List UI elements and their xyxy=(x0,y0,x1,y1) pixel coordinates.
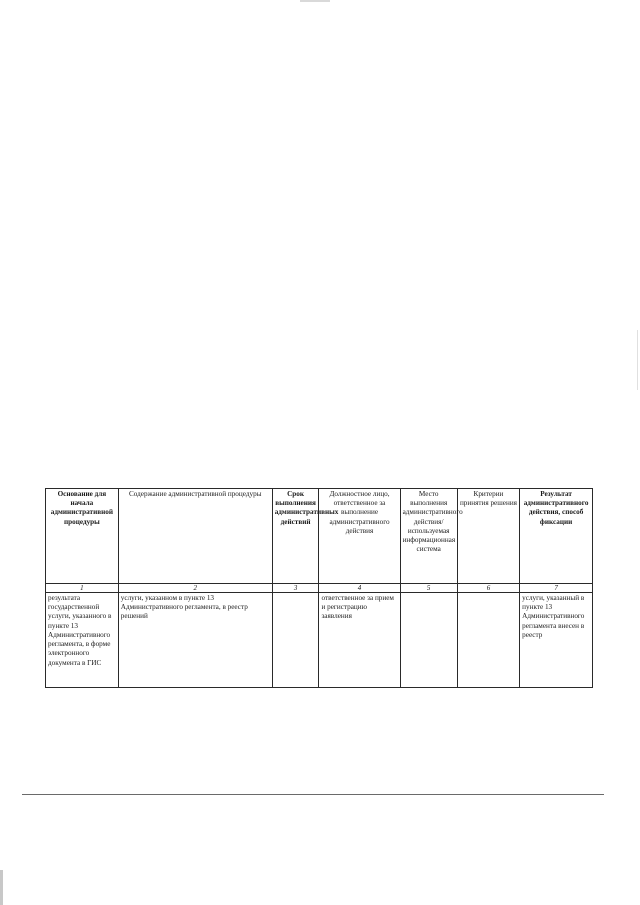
scan-artifact-top xyxy=(300,0,330,2)
header-term: Срок выполнения административных действий xyxy=(272,489,319,584)
cell-place xyxy=(400,593,457,688)
procedure-table xyxy=(45,488,593,688)
header-official: Должностное лицо, ответственное за выполнение административного действия xyxy=(319,489,400,584)
header-basis: Основание для начала административной процедуры xyxy=(46,489,119,584)
table-header-row xyxy=(46,489,593,584)
cell-result: услуги, указанный в пункте 13 Административного регламента внесен в реестр xyxy=(520,593,593,688)
scan-artifact-left xyxy=(0,870,3,905)
col-number: 6 xyxy=(457,584,519,593)
header-result: Результат административного действия, способ фиксации xyxy=(520,489,593,584)
header-place: Место выполнения административного действия/ используемая информационная система xyxy=(400,489,457,584)
cell-criteria xyxy=(457,593,519,688)
table-row xyxy=(46,593,593,688)
header-content: Содержание административной процедуры xyxy=(118,489,272,584)
cell-basis: результата государственной услуги, указанного в пункте 13 Административного регламента, в форме электронного документа в ГИС xyxy=(46,593,119,688)
scan-artifact-right xyxy=(637,330,638,390)
col-number: 5 xyxy=(400,584,457,593)
page-divider xyxy=(22,794,604,795)
cell-official: ответственное за прием и регистрацию заявления xyxy=(319,593,400,688)
cell-content: услуги, указанном в пункте 13 Административного регламента, в реестр решений xyxy=(118,593,272,688)
col-number: 2 xyxy=(118,584,272,593)
col-number: 3 xyxy=(272,584,319,593)
col-number: 7 xyxy=(520,584,593,593)
cell-term xyxy=(272,593,319,688)
col-number: 1 xyxy=(46,584,119,593)
table-number-row xyxy=(46,584,593,593)
header-criteria: Критерии принятия решения xyxy=(457,489,519,584)
col-number: 4 xyxy=(319,584,400,593)
